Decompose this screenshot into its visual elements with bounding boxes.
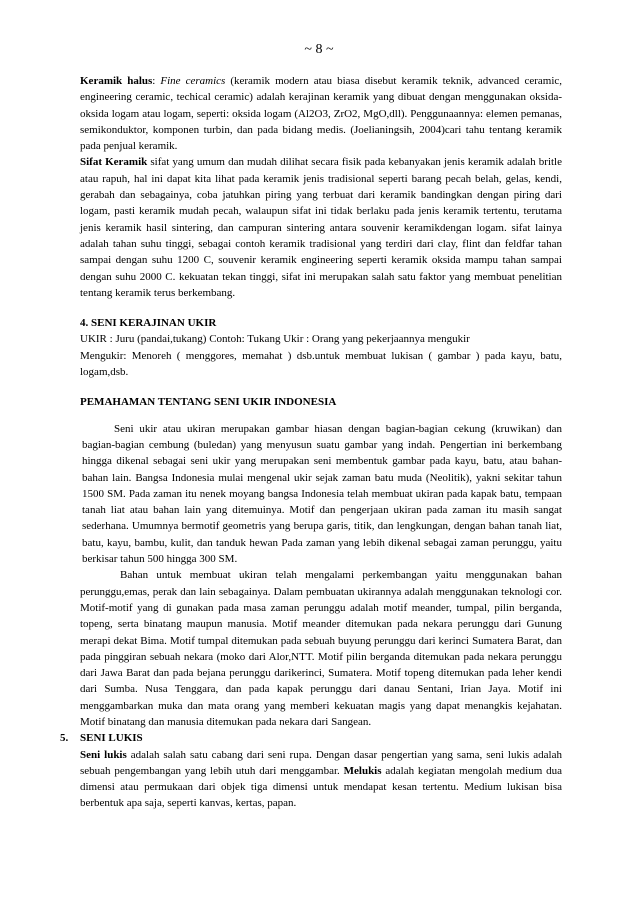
seni-lukis-paragraph: Seni lukis adalah salah satu cabang dari seni rupa. Dengan dasar pengertian yang sama, seni lukis adalah sebuah pengembangan yang lebih utuh dari menggambar. Melukis adalah kegiatan mengolah medium dua dimensi atau permukaan dari objek tiga dimensi untuk mendapat kesan tertentu. Medium lukisan bisa berbentuk apa saja, seperti kanvas, kertas, papan. [80, 748, 563, 810]
sifat-keramik-term: Sifat Keramik [80, 156, 148, 169]
fine-ceramics-term: Fine ceramics [160, 75, 226, 87]
seni-lukis-term: Seni lukis [80, 748, 127, 761]
pemahaman-paragraph-1: Seni ukir atau ukiran merupakan gambar hiasan dengan bagian-bagian cekung (kruwikan) dan bagian-bagian cembung (buledan) yang menyusun suatu gambar yang indah. Pengertian ini berkembang hingga dikenal sebagai seni ukir yang merupakan seni membentuk gambar pada kayu, batu, atau bahan-bahan lain. Bangsa Indonesia mulai mengenal ukir sejak zaman batu muda (Neolitik), yakni sekitar tahun 1500 SM. Pada zaman itu nenek moyang bangsa Indonesia telah membuat ukiran pada kapak batu, tempaan tanah liat atau bahan lain yang ditemuinya. Motif dan pengerjaan ukiran pada zaman itu masih sangat sederhana. Umumnya bermotif geometris yang berupa garis, titik, dan lengkungan, dengan bahan tanah liat, batu, kayu, bambu, kulit, dan tanduk hewan Pada zaman yang lebih dikenal sebagai zaman perunggu, yaitu berkisar tahun 500 hingga 300 SM. [82, 422, 562, 566]
document-body [60, 73, 563, 812]
page-number: ~ 8 ~ [304, 42, 334, 57]
pemahaman-paragraph-2: Bahan untuk membuat ukiran telah mengalami perkembangan yaitu menggunakan bahan perunggu,emas, perak dan lain sebagainya. Dalam pembuatan ukirannya adalah menggunakan teknologi cor. Motif-motif yang di gunakan pada masa zaman perunggu adalah motif meander, tumpal, pilin berganda, topeng, serta binatang maupun manusia. Motif meander ditemukan pada nekara perunggu dari Gunung merapi dekat Bima. Motif tumpal ditemukan pada sebuah buyung perunggu dari kerinci Sumatera Barat, dan pada pinggiran sebuah nekara (moko dari Alor,NTT. Motif pilin berganda ditemukan pada nekara perunggu dari Jawa Barat dan pada bejana perunggu darikerinci, Sumatera. Motif topeng ditemukan pada leher kendi dari Sumba. Nusa Tenggara, dan pada kapak perunggu dari danau Sentani, Irian Jaya. Motif ini menggambarkan muka dan mata orang yang memberi kekuatan magis yang dapat menangkis kejahatan. Motif binatang dan manusia ditemukan pada nekara dari Sangean. [80, 569, 562, 728]
sifat-keramik-paragraph: Sifat Keramik sifat yang umum dan mudah dilihat secara fisik pada kebanyakan jenis keramik adalah britle atau rapuh, hal ini dapat kita lihat pada keramik jenis tradisional seperti barang pecah belah, gelas, kendi, gerabah dan sebagainya, coba jatuhkan piring yang terbuat dari keramik bandingkan dengan piring dari logam, pasti keramik mudah pecah, walaupun sifat ini tidak berlaku pada jenis keramik tertentu, terutama jenis keramik hasil sintering, dan campuran sintering antara souvenir keramikdengan logam. sifat lainya adalah tahan suhu tinggi, sebagai contoh keramik tradisional yang terdiri dari clay, flint dan feldfar tahan sampai dengan suhu 1200 C, souvenir keramik engineering seperti keramik oksida mampu tahan sampai dengan suhu 2000 C. kekuatan tekan tinggi, sifat ini merupakan salah satu faktor yang membuat penelitian tentang keramik terus berkembang. [80, 156, 562, 299]
keramik-halus-term: Keramik halus [80, 75, 153, 87]
seni-kerajinan-ukir-heading: 4. SENI KERAJINAN UKIR [80, 317, 217, 330]
section-number: 5. [60, 732, 69, 745]
seni-lukis-heading: 5. SENI LUKIS [80, 730, 562, 746]
mengukir-definition: Mengukir: Menoreh ( menggores, memahat ) dsb.untuk membuat lukisan ( gambar ) pada kayu, batu, logam,dsb. [80, 349, 562, 379]
ukir-definition: UKIR : Juru (pandai,tukang) Contoh: Tukang Ukir : Orang yang pekerjaannya mengukir [80, 333, 470, 346]
pemahaman-heading: PEMAHAMAN TENTANG SENI UKIR INDONESIA [80, 396, 337, 409]
keramik-halus-paragraph: Keramik halus: Fine ceramics (keramik modern atau biasa disebut keramik teknik, advanced ceramic, engineering ceramic, techical ceramic) adalah kerajinan keramik yang dibuat dengan menggunakan oksida-oksida logam atau logam, seperti: oksida logam (Al2O3, ZrO2, MgO,dll). Penggunaannya: elemen pemanas, semikonduktor, komponen turbin, dan pada bidang medis. (Joelianingsih, 2004)cari tahu tentang keramik pada penjual keramik. [80, 75, 563, 153]
melukis-term: Melukis [343, 764, 382, 777]
